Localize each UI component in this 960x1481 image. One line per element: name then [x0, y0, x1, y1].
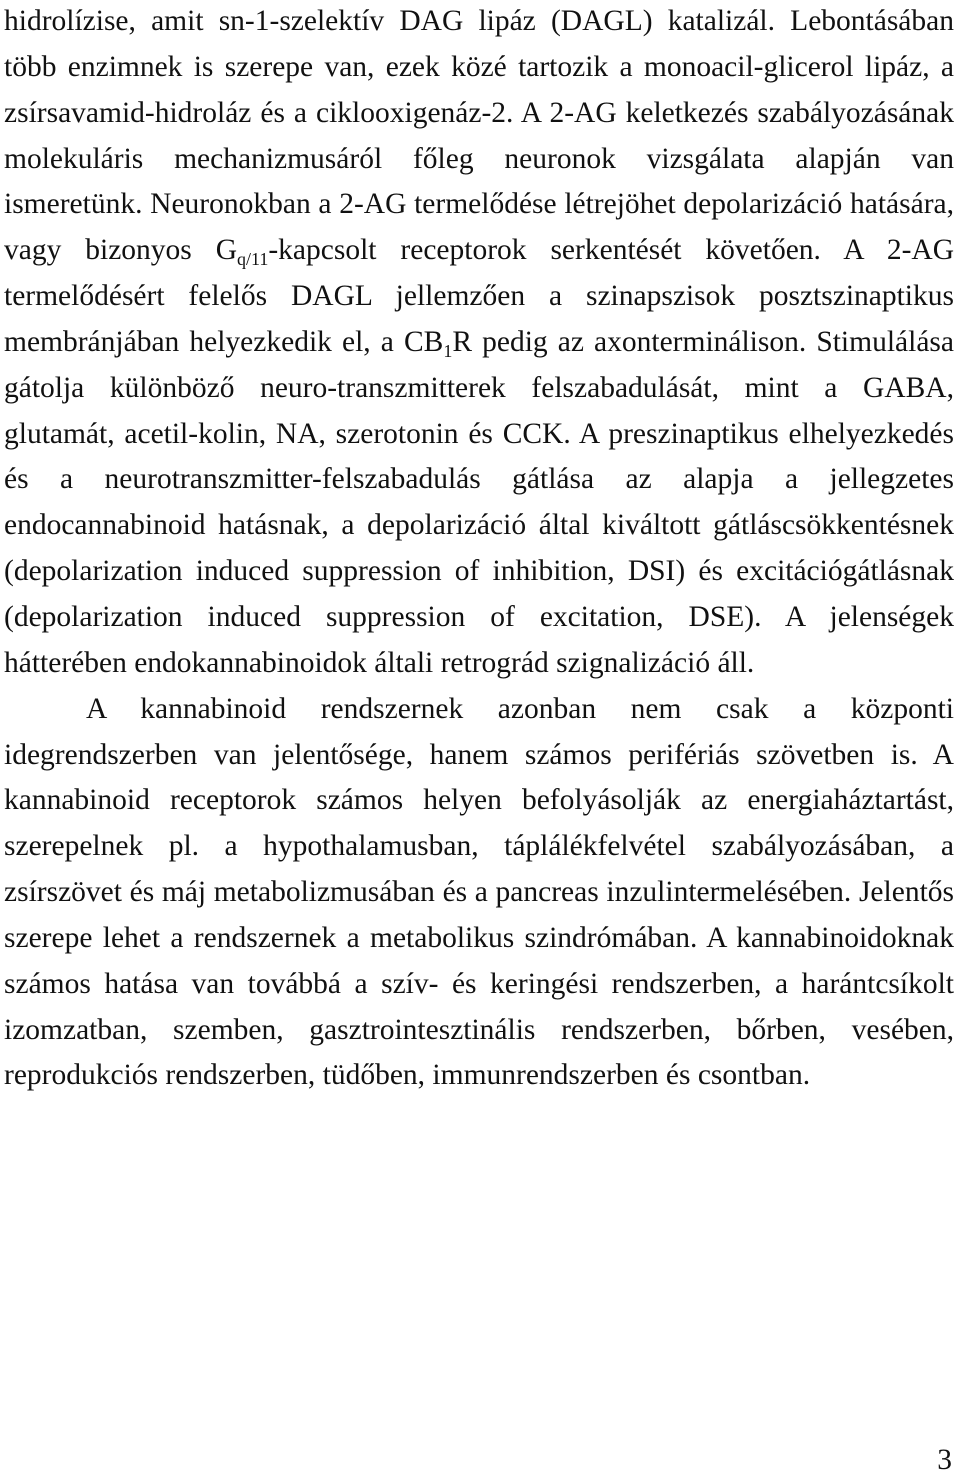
page-body — [4, 0, 954, 1099]
paragraph-1 — [4, 0, 954, 687]
paragraph-text: hidrolízise, amit sn-1-szelektív DAG lipáz (DAGL) katalizál. Lebontásában több enzimnek is szerepe van, ezek közé tartozik a monoacil-glicerol lipáz, a zsírsavamid-hidroláz és a ciklooxigenáz-2. A 2-AG keletkezés szabályozásának molekuláris mechanizmusáról főleg neuronok vizsgálata alapján van ismeretünk. Neuronokban a 2-AG termelődése létrejöhet depolarizáció hatására, vagy bizonyos G — [4, 5, 954, 267]
paragraph-text: R pedig az axonterminálison. Stimulálása gátolja különböző neuro-transzmitterek felszabadulását, mint a GABA, glutamát, acetil-kolin, NA, szerotonin és CCK. A preszinaptikus elhelyezkedés és a neurotranszmitter-felszabadulás gátlása az alapja a jellegzetes endocannabinoid hatásnak, a depolarizáció által kiváltott gátláscsökkentésnek (depolarization induced suppression of inhibition, DSI) és excitációgátlásnak (depolarization induced suppression of excitation, DSE). A jelenségek hátterében endokannabinoidok általi retrográd szignalizáció áll. — [4, 325, 954, 679]
paragraph-2 — [4, 687, 954, 1100]
paragraph-text: A kannabinoid rendszernek azonban nem csak a központi idegrendszerben van jelentősége, hanem számos perifériás szövetben is. A kannabinoid receptorok számos helyen befolyásolják az energiaháztartást, szerepelnek pl. a hypothalamusban, táplálékfelvétel szabályozásában, a zsírszövet és máj metabolizmusában és a pancreas inzulintermelésében. Jelentős szerepe lehet a rendszernek a metabolikus szindrómában. A kannabinoidoknak számos hatása van továbbá a szív- és keringési rendszerben, a harántcsíkolt izomzatban, szemben, gasztrointesztinális rendszerben, bőrben, vesében, reprodukciós rendszerben, tüdőben, immunrendszerben és csontban. — [4, 692, 954, 1092]
page-number: 3 — [937, 1444, 952, 1476]
subscript-text: q/11 — [237, 249, 269, 270]
paragraph-text: -kapcsolt receptorok serkentését követően. A 2-AG termelődésért felelős DAGL jellemzően a szinapszisok posztszinaptikus membránjában helyezkedik el, a CB — [4, 234, 955, 358]
subscript-text: 1 — [443, 340, 453, 361]
